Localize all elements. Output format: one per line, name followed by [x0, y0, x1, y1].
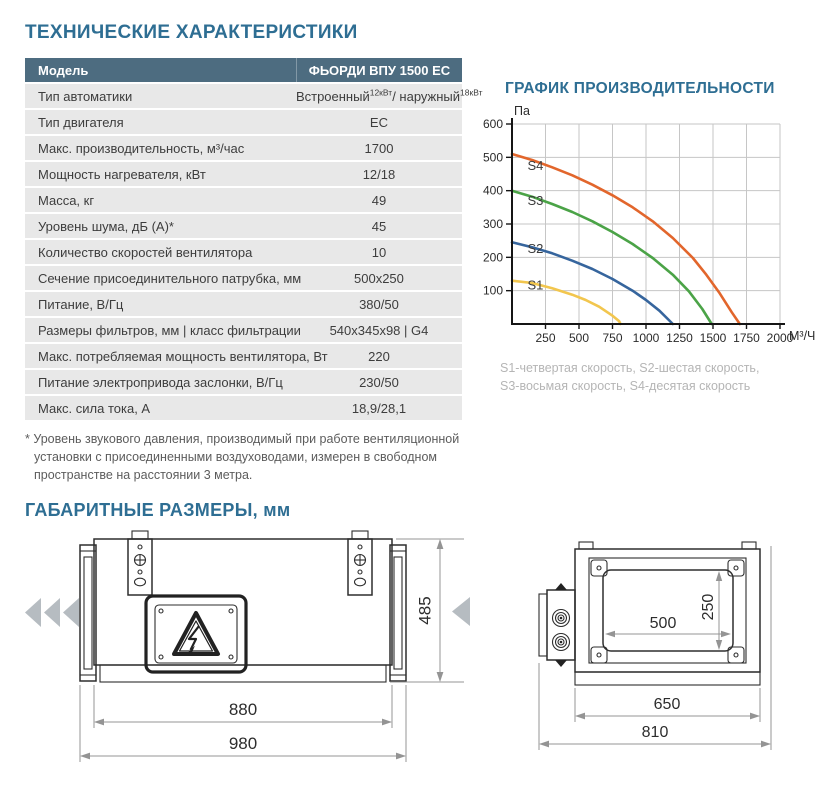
spec-value: 500x250 [354, 270, 404, 286]
table-row [25, 292, 462, 316]
high-voltage-warning-icon [174, 613, 218, 654]
airflow-out-arrow-icon [452, 597, 470, 626]
chart-caption-line2: S3-восьмая скорость, S4-десятая скорость [500, 379, 751, 394]
side-view-drawing [18, 530, 476, 775]
dim-inner-width-label: 880 [228, 700, 258, 719]
spec-label: Количество скоростей вентилятора [38, 244, 253, 260]
table-row [25, 344, 462, 368]
dimensions-title: ГАБАРИТНЫЕ РАЗМЕРЫ, мм [25, 500, 291, 520]
table-row [25, 266, 462, 290]
table-row [25, 110, 462, 134]
chart-section [478, 80, 820, 395]
table-row [25, 318, 462, 342]
y-tick-label: 300 [482, 217, 503, 231]
spec-label: Тип двигателя [38, 114, 124, 130]
dim-height [390, 539, 464, 682]
spec-value: 18,9/28,1 [351, 400, 407, 416]
x-tick-label: 750 [602, 331, 623, 345]
y-tick-label: 400 [482, 183, 503, 198]
spec-label: Мощность нагревателя, кВт [38, 166, 206, 182]
table-header-label: Модель [38, 62, 89, 78]
page-title: ТЕХНИЧЕСКИЕ ХАРАКТЕРИСТИКИ [25, 22, 358, 43]
table-row [25, 214, 462, 238]
spec-table [25, 58, 483, 422]
table-header-value: ФЬОРДИ ВПУ 1500 ЕС [296, 58, 462, 82]
spec-value: 230/50 [359, 374, 399, 390]
x-tick-label: 1000 [632, 331, 660, 345]
table-row [25, 136, 462, 160]
dim-total-width-label: 810 [641, 724, 669, 741]
series-label-S4: S4 [527, 158, 544, 173]
dim-total-width [539, 546, 771, 750]
x-tick-label: 250 [535, 331, 556, 345]
table-header-row [25, 58, 462, 82]
spec-value: 540x345x98 | G4 [329, 322, 429, 338]
mounting-bracket-left [128, 531, 152, 595]
series-label-S1: S1 [527, 277, 544, 293]
dim-outer-width-label: 980 [228, 734, 258, 753]
junction-box [146, 596, 246, 672]
chart-caption [500, 359, 820, 395]
duct-body [575, 542, 760, 685]
airflow-arrows-icon [25, 598, 79, 627]
table-row [25, 370, 462, 394]
x-tick-label: 1500 [699, 331, 727, 345]
spec-label: Уровень шума, дБ (А)* [38, 218, 174, 234]
mounting-bracket-right [348, 531, 372, 595]
y-tick-label: 600 [482, 117, 503, 131]
spec-value: 49 [371, 192, 387, 208]
table-row [25, 162, 462, 186]
dim-body-width [575, 688, 760, 722]
spec-value: 220 [368, 348, 390, 364]
spec-label: Питание, В/Гц [38, 296, 124, 312]
chart-caption-line1: S1-четвертая скорость, S2-шестая скорость, [500, 361, 760, 375]
dim-duct-width-label: 500 [649, 615, 677, 632]
table-row [25, 188, 462, 212]
spec-label: Тип автоматики [38, 88, 133, 104]
spec-label: Размеры фильтров, мм | класс фильтрации [38, 322, 301, 338]
table-row [25, 396, 462, 420]
spec-label: Питание электропривода заслонки, В/Гц [38, 374, 283, 390]
spec-label: Макс. потребляемая мощность вентилятора, Вт [38, 348, 328, 364]
series-label-S2: S2 [527, 241, 544, 256]
spec-value: 12/18 [362, 166, 396, 182]
y-tick-label: 200 [482, 250, 503, 265]
spec-label: Сечение присоединительного патрубка, мм [38, 270, 302, 286]
spec-value: 45 [371, 218, 387, 234]
x-tick-label: 1750 [733, 331, 760, 345]
spec-value: ЕС [369, 114, 388, 130]
y-tick-label: 500 [482, 150, 503, 165]
dim-height-label: 485 [415, 596, 435, 625]
spec-value: Встроенный$^{12кВт}$/ наружный$^{18кВт}$ [295, 87, 483, 104]
performance-chart [478, 104, 820, 352]
y-tick-label: 100 [482, 283, 503, 298]
spec-value: 1700 [364, 140, 394, 156]
dim-outer-width [80, 685, 406, 762]
spec-label: Масса, кг [38, 192, 95, 208]
x-tick-label: 2000 [766, 331, 794, 345]
spec-value: 10 [371, 244, 387, 260]
x-axis-unit: М³/Ч [789, 329, 816, 343]
table-row [25, 84, 483, 108]
spec-label: Макс. производительность, м³/час [38, 140, 245, 156]
chart-title: ГРАФИК ПРОИЗВОДИТЕЛЬНОСТИ [505, 80, 775, 97]
front-view-drawing [515, 530, 815, 762]
dim-inner-width [94, 685, 392, 728]
junction-box-front [539, 583, 575, 667]
footnote: * Уровень звукового давления, производимый при работе вентиляционной установки с присоединенными воздуховодами, измерен в свободном пространстве на расстоянии 3 метра. [25, 432, 460, 482]
series-label-S3: S3 [527, 193, 544, 208]
x-tick-label: 1250 [666, 331, 693, 345]
spec-label: Макс. сила тока, А [38, 400, 151, 416]
y-axis-unit: Па [514, 104, 530, 118]
dim-duct-height-label: 250 [700, 593, 717, 621]
dim-body-width-label: 650 [653, 696, 681, 713]
x-tick-label: 500 [568, 331, 590, 345]
dim-duct-height [700, 571, 722, 650]
table-row [25, 240, 462, 264]
spec-value: 380/50 [359, 296, 399, 312]
spec-table-body [25, 84, 483, 420]
